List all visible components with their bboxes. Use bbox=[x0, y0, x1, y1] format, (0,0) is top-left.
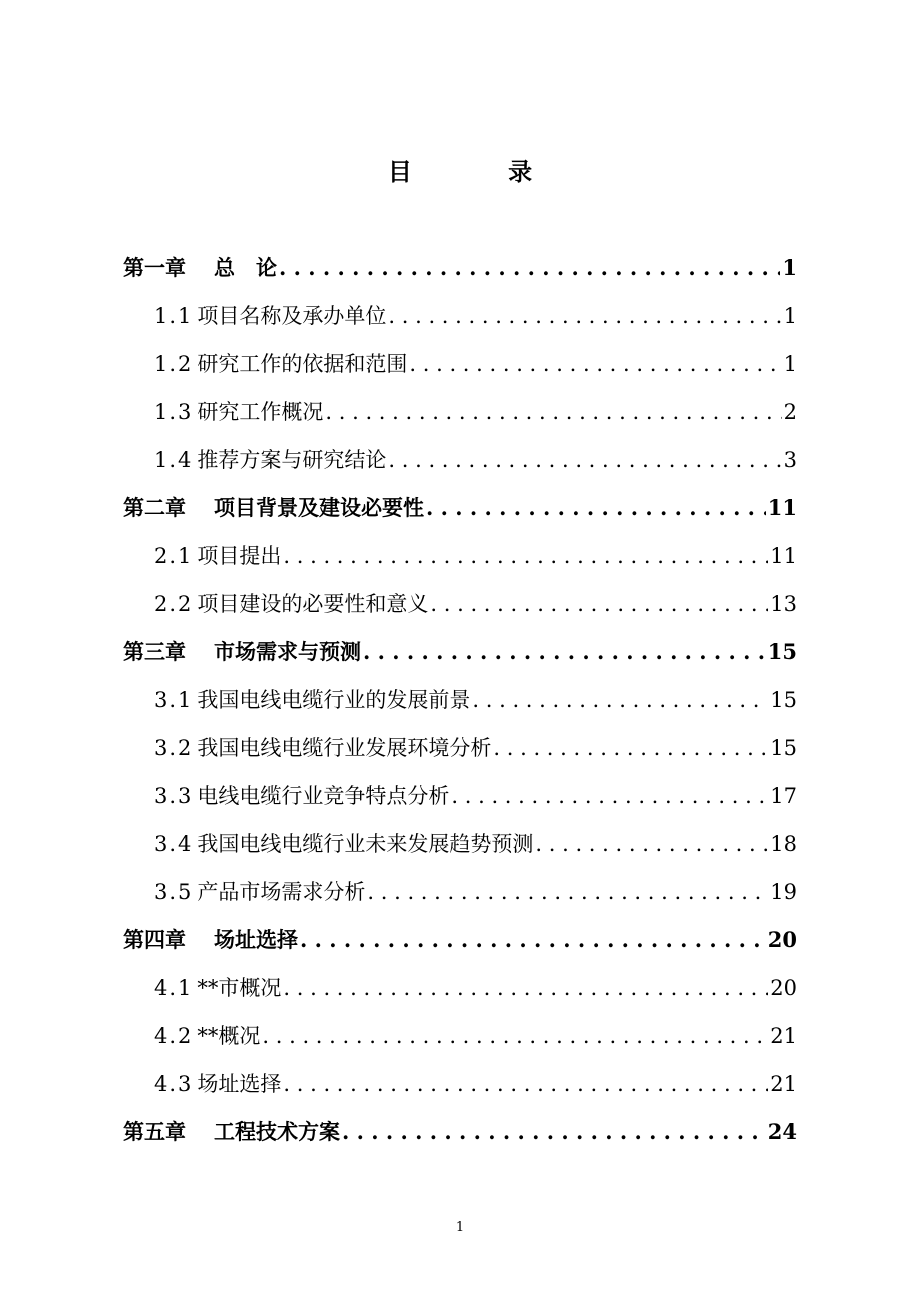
toc-entry-title: **市概况 bbox=[197, 976, 282, 1000]
toc-dot-leader bbox=[300, 916, 766, 964]
toc-entry-title: 项目背景及建设必要性 bbox=[214, 495, 424, 520]
toc-entry-title: 我国电线电缆行业的发展前景 bbox=[197, 688, 471, 712]
toc-dot-leader bbox=[472, 676, 768, 724]
toc-entry-title: 我国电线电缆行业发展环境分析 bbox=[197, 736, 492, 760]
toc-entry-chapter-3[interactable] bbox=[123, 628, 797, 676]
toc-entry-label bbox=[154, 340, 407, 388]
toc-entry-label bbox=[123, 244, 277, 292]
toc-dot-leader bbox=[535, 820, 768, 868]
toc-entry-section-2-2[interactable] bbox=[123, 580, 797, 628]
toc-dot-leader bbox=[367, 868, 768, 916]
toc-entry-section-1-4[interactable] bbox=[123, 436, 797, 484]
toc-entry-label bbox=[154, 1012, 260, 1060]
toc-entry-number: 第三章 bbox=[123, 639, 186, 664]
toc-entry-page: 19 bbox=[770, 880, 797, 904]
toc-entry-section-3-3[interactable] bbox=[123, 772, 797, 820]
toc-entry-title: 项目名称及承办单位 bbox=[197, 304, 387, 328]
toc-entry-section-1-1[interactable] bbox=[123, 292, 797, 340]
toc-dot-leader bbox=[363, 628, 766, 676]
toc-entry-label bbox=[154, 1060, 281, 1108]
toc-entry-title: 项目提出 bbox=[197, 544, 282, 568]
toc-dot-leader bbox=[409, 340, 781, 388]
toc-entry-section-3-2[interactable] bbox=[123, 724, 797, 772]
toc-entry-chapter-4[interactable] bbox=[123, 916, 797, 964]
toc-entry-chapter-5[interactable] bbox=[123, 1108, 797, 1156]
footer-page-number: 1 bbox=[455, 1220, 465, 1235]
toc-entry-chapter-2[interactable] bbox=[123, 484, 797, 532]
toc-dot-leader bbox=[262, 1012, 768, 1060]
toc-entry-page: 15 bbox=[770, 688, 797, 712]
toc-dot-leader bbox=[279, 244, 780, 292]
toc-entry-label bbox=[154, 868, 365, 916]
toc-entry-number: 1.3 bbox=[154, 400, 194, 424]
toc-entry-title: 工程技术方案 bbox=[214, 1119, 340, 1144]
toc-entry-page: 11 bbox=[770, 544, 797, 568]
toc-entry-number: 3.4 bbox=[154, 832, 194, 856]
toc-entry-section-3-1[interactable] bbox=[123, 676, 797, 724]
toc-entry-section-3-5[interactable] bbox=[123, 868, 797, 916]
toc-entry-page: 11 bbox=[767, 495, 797, 520]
toc-entry-number: 2.1 bbox=[154, 544, 194, 568]
toc-entry-number: 1.2 bbox=[154, 352, 194, 376]
toc-entry-number: 第一章 bbox=[123, 255, 186, 280]
toc-entry-section-4-1[interactable] bbox=[123, 964, 797, 1012]
toc-entry-label bbox=[154, 292, 386, 340]
toc-entry-number: 2.2 bbox=[154, 592, 194, 616]
toc-entry-number: 4.2 bbox=[154, 1024, 194, 1048]
toc-entry-page: 21 bbox=[770, 1024, 797, 1048]
toc-entry-page: 2 bbox=[783, 400, 797, 424]
toc-dot-leader bbox=[342, 1108, 766, 1156]
toc-entry-number: 4.3 bbox=[154, 1072, 194, 1096]
toc-entry-title: 市场需求与预测 bbox=[214, 639, 361, 664]
toc-entry-section-1-3[interactable] bbox=[123, 388, 797, 436]
toc-dot-leader bbox=[283, 964, 768, 1012]
toc-entry-page: 1 bbox=[782, 255, 797, 280]
toc-entry-label bbox=[154, 388, 323, 436]
toc-entry-page: 3 bbox=[783, 448, 797, 472]
toc-dot-leader bbox=[430, 580, 768, 628]
toc-entry-label bbox=[154, 964, 281, 1012]
toc-entry-title: 项目建设的必要性和意义 bbox=[197, 592, 429, 616]
toc-entry-label bbox=[123, 628, 361, 676]
toc-entry-title: 总 论 bbox=[214, 255, 277, 280]
toc-entry-title: 产品市场需求分析 bbox=[197, 880, 366, 904]
toc-entry-page: 20 bbox=[770, 976, 797, 1000]
toc-entry-label bbox=[123, 916, 298, 964]
toc-entry-page: 1 bbox=[783, 304, 797, 328]
toc-list bbox=[123, 244, 797, 1156]
toc-entry-label bbox=[154, 724, 491, 772]
toc-entry-number: 第五章 bbox=[123, 1119, 186, 1144]
toc-entry-section-2-1[interactable] bbox=[123, 532, 797, 580]
toc-dot-leader bbox=[325, 388, 781, 436]
toc-entry-title: 场址选择 bbox=[214, 927, 298, 952]
toc-entry-label bbox=[154, 676, 470, 724]
toc-entry-label bbox=[123, 484, 424, 532]
toc-entry-number: 3.1 bbox=[154, 688, 194, 712]
toc-dot-leader bbox=[388, 292, 781, 340]
toc-entry-title: 场址选择 bbox=[197, 1072, 282, 1096]
toc-entry-number: 1.1 bbox=[154, 304, 194, 328]
toc-entry-page: 13 bbox=[770, 592, 797, 616]
toc-entry-page: 15 bbox=[767, 639, 797, 664]
toc-entry-label bbox=[154, 820, 533, 868]
toc-entry-page: 20 bbox=[767, 927, 797, 952]
toc-entry-number: 第二章 bbox=[123, 495, 186, 520]
toc-entry-number: 1.4 bbox=[154, 448, 194, 472]
toc-entry-page: 17 bbox=[770, 784, 797, 808]
toc-entry-number: 3.2 bbox=[154, 736, 194, 760]
toc-dot-leader bbox=[426, 484, 766, 532]
toc-entry-section-4-2[interactable] bbox=[123, 1012, 797, 1060]
toc-entry-label bbox=[154, 532, 281, 580]
toc-entry-title: 研究工作概况 bbox=[197, 400, 324, 424]
toc-entry-section-4-3[interactable] bbox=[123, 1060, 797, 1108]
toc-dot-leader bbox=[451, 772, 768, 820]
toc-dot-leader bbox=[283, 1060, 768, 1108]
toc-entry-number: 4.1 bbox=[154, 976, 194, 1000]
toc-entry-number: 3.3 bbox=[154, 784, 194, 808]
toc-entry-title: **概况 bbox=[197, 1024, 261, 1048]
toc-entry-chapter-1[interactable] bbox=[123, 244, 797, 292]
toc-dot-leader bbox=[493, 724, 768, 772]
toc-entry-number: 第四章 bbox=[123, 927, 186, 952]
toc-entry-title: 推荐方案与研究结论 bbox=[197, 448, 387, 472]
toc-entry-number: 3.5 bbox=[154, 880, 194, 904]
toc-entry-page: 1 bbox=[783, 352, 797, 376]
toc-entry-title: 电线电缆行业竞争特点分析 bbox=[197, 784, 450, 808]
toc-dot-leader bbox=[283, 532, 768, 580]
toc-entry-page: 18 bbox=[770, 832, 797, 856]
toc-entry-title: 研究工作的依据和范围 bbox=[197, 352, 408, 376]
toc-dot-leader bbox=[388, 436, 781, 484]
toc-entry-section-3-4[interactable] bbox=[123, 820, 797, 868]
toc-entry-section-1-2[interactable] bbox=[123, 340, 797, 388]
toc-entry-page: 15 bbox=[770, 736, 797, 760]
toc-title: 目 录 bbox=[387, 157, 577, 186]
toc-entry-label bbox=[154, 580, 428, 628]
toc-entry-page: 21 bbox=[770, 1072, 797, 1096]
toc-entry-title: 我国电线电缆行业未来发展趋势预测 bbox=[197, 832, 534, 856]
toc-entry-label bbox=[154, 772, 449, 820]
toc-entry-page: 24 bbox=[767, 1119, 797, 1144]
toc-entry-label bbox=[154, 436, 386, 484]
toc-entry-label bbox=[123, 1108, 340, 1156]
